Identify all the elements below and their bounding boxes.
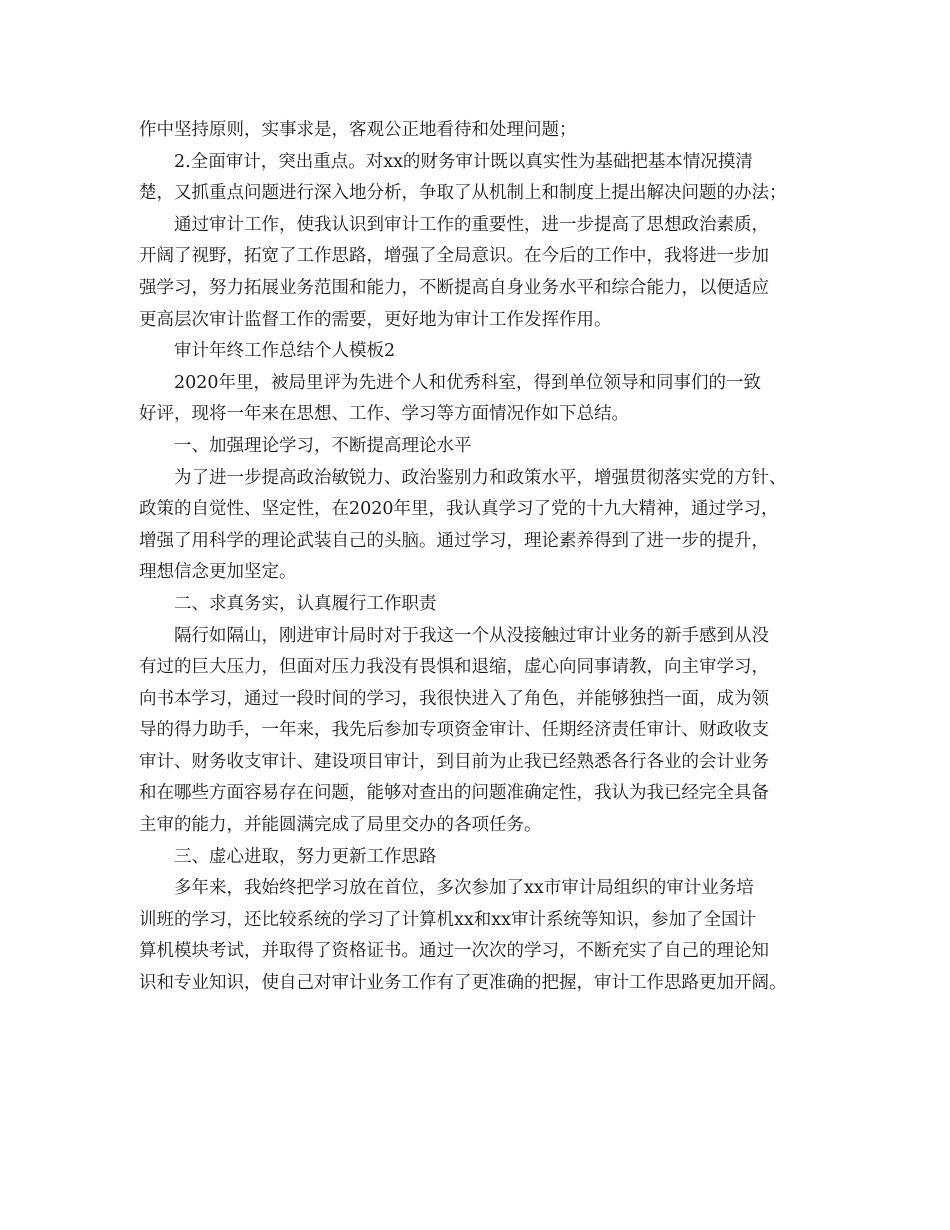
text-line: 强学习，努力拓展业务范围和能力，不断提高自身业务水平和综合能力，以便适应 (139, 277, 769, 298)
text-line: 2.全面审计，突出重点。对xx的财务审计既以真实性为基础把基本情况摸清 (174, 151, 753, 172)
text-line: 和在哪些方面容易存在问题，能够对查出的问题准确定性，我认为我已经完全具备 (139, 783, 769, 804)
text-line: 作中坚持原则，实事求是，客观公正地看待和处理问题； (139, 120, 577, 140)
text-line: 政策的自觉性、坚定性，在2020年里，我认真学习了党的十九大精神，通过学习， (139, 499, 779, 520)
text-line: 识和专业知识，使自己对审计业务工作有了更准确的把握，审计工作思路更加开阔。 (139, 973, 787, 994)
text-line: 多年来，我始终把学习放在首位，多次参加了xx市审计局组织的审计业务培 (174, 878, 754, 899)
text-line: 审计、财务收支审计、建设项目审计，到目前为止我已经熟悉各行各业的会计业务 (139, 751, 769, 772)
text-line: 向书本学习，通过一段时间的学习，我很快进入了角色，并能够独挡一面，成为领 (139, 688, 769, 709)
section-title: 审计年终工作总结个人模板2 (174, 341, 396, 362)
text-line: 隔行如隔山，刚进审计局时对于我这一个从没接触过审计业务的新手感到从没 (174, 625, 769, 646)
text-line: 通过审计工作，使我认识到审计工作的重要性，进一步提高了思想政治素质， (174, 214, 769, 235)
text-line: 2020年里，被局里评为先进个人和优秀科室，得到单位领导和同事们的一致 (174, 372, 762, 393)
text-line: 楚，又抓重点问题进行深入地分析，争取了从机制上和制度上提出解决问题的办法； (139, 183, 787, 204)
text-line: 有过的巨大压力，但面对压力我没有畏惧和退缩，虚心向同事请教，向主审学习， (139, 657, 769, 678)
section-heading: 一、加强理论学习，不断提高理论水平 (174, 435, 472, 456)
text-line: 训班的学习，还比较系统的学习了计算机xx和xx审计系统等知识，参加了全国计 (139, 909, 756, 930)
text-line: 算机模块考试，并取得了资格证书。通过一次次的学习，不断充实了自己的理论知 (139, 941, 769, 962)
text-line: 主审的能力，并能圆满完成了局里交办的各项任务。 (139, 815, 542, 836)
text-line: 开阔了视野，拓宽了工作思路，增强了全局意识。在今后的工作中，我将进一步加 (139, 246, 769, 267)
text-line: 理想信念更加坚定。 (139, 562, 297, 583)
section-heading: 三、虚心进取，努力更新工作思路 (174, 846, 437, 867)
text-line: 为了进一步提高政治敏锐力、政治鉴别力和政策水平，增强贯彻落实党的方针、 (174, 467, 787, 488)
section-heading: 二、求真务实，认真履行工作职责 (174, 593, 437, 614)
text-line: 好评，现将一年来在思想、工作、学习等方面情况作如下总结。 (139, 404, 629, 425)
text-line: 增强了用科学的理论武装自己的头脑。通过学习，理论素养得到了进一步的提升， (139, 530, 769, 551)
text-line: 导的得力助手，一年来，我先后参加专项资金审计、任期经济责任审计、财政收支 (139, 720, 769, 741)
document-body (139, 115, 829, 1000)
text-line: 更高层次审计监督工作的需要，更好地为审计工作发挥作用。 (139, 309, 612, 330)
